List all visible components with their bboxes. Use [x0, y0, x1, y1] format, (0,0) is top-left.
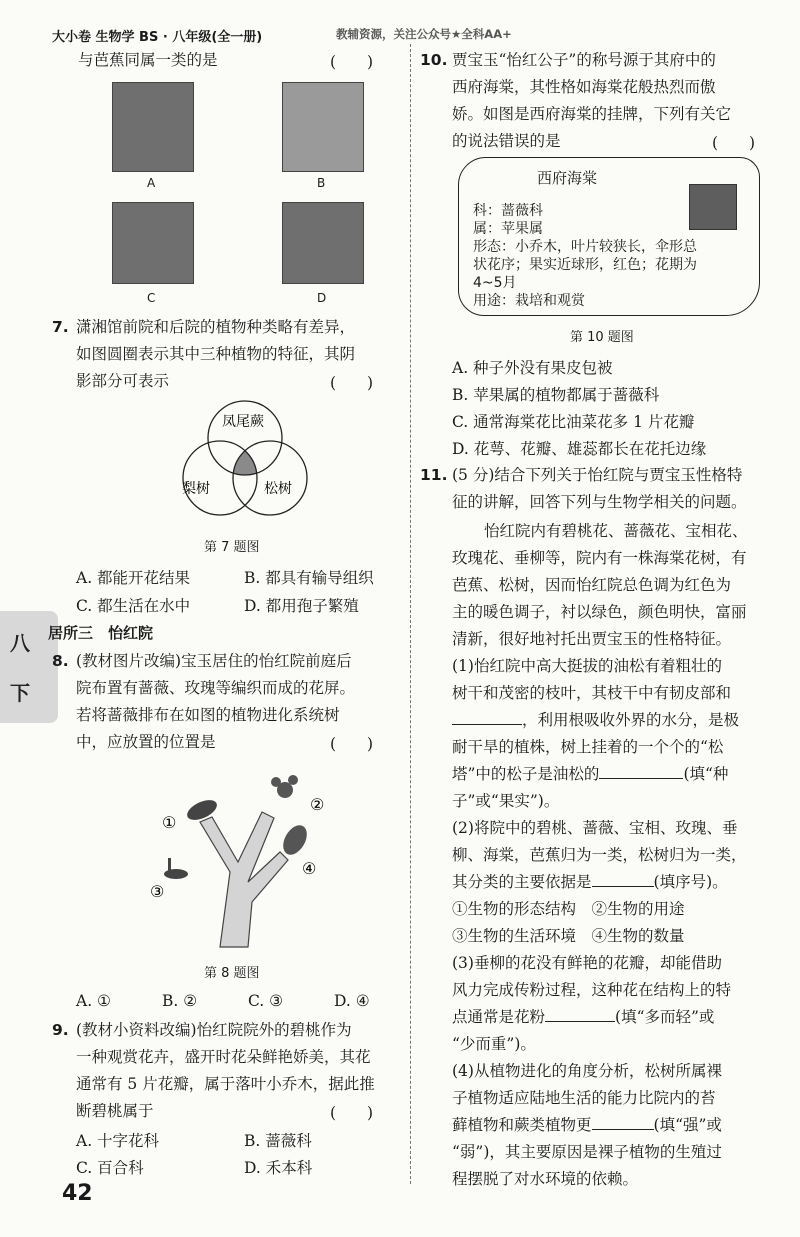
evolution-tree	[150, 762, 340, 952]
q9-line-1: (教材小资料改编)怡红院院外的碧桃作为	[76, 1021, 352, 1039]
q8-line-2: 院布置有蔷薇、玫瑰等编织而成的花屏。	[76, 679, 356, 697]
q7-option-a: A. 都能开花结果	[76, 569, 191, 587]
photo-b	[282, 82, 364, 172]
q7-option-c: C. 都生活在水中	[76, 597, 191, 615]
card-title: 西府海棠	[537, 169, 598, 187]
card-line-3: 形态：小乔木，叶片较狭长，伞形总	[473, 239, 697, 255]
q6-paren: ( )	[330, 53, 374, 71]
q11-line-2: 征的讲解，回答下列与生物学相关的问题。	[452, 493, 747, 511]
q9-option-c: C. 百合科	[76, 1159, 144, 1177]
q8-line-3: 若将蔷薇排布在如图的植物进化系统树	[76, 706, 340, 724]
q9-option-d: D. 禾本科	[244, 1159, 313, 1177]
q11-number: 11.	[420, 466, 448, 484]
p1-line-3: ，利用根吸收外界的水分，是极	[452, 710, 739, 730]
venn-diagram	[160, 398, 330, 533]
passage-line-4: 主的暖色调子，衬以绿色，颜色明快，富丽	[452, 603, 747, 621]
tree-label-2: ②	[310, 795, 325, 814]
q10-line-1: 贾宝玉“怡红公子”的称号源于其府中的	[452, 51, 716, 69]
venn-circle-right	[233, 441, 307, 515]
p4-answer-blank[interactable]	[592, 1115, 654, 1130]
p1-answer-blank-2[interactable]	[599, 764, 683, 779]
q7-option-d: D. 都用孢子繁殖	[244, 597, 359, 615]
card-line-1: 科：蔷薇科	[473, 203, 543, 219]
venn-label-left: 梨树	[182, 481, 210, 497]
flower-photo	[689, 184, 737, 230]
passage-line-2: 玫瑰花、垂柳等，院内有一株海棠花树，有	[452, 549, 747, 567]
p1-line-5: 塔”中的松子是油松的 (填“种	[452, 765, 729, 783]
section-heading: 居所三 怡红院	[48, 624, 154, 642]
p3-line-1: (3)垂柳的花没有鲜艳的花瓣，却能借助	[452, 954, 722, 972]
q10-caption: 第 10 题图	[570, 330, 634, 345]
p2-choice-2: ③生物的生活环境 ④生物的数量	[452, 927, 685, 945]
tree-label-3: ③	[150, 882, 165, 901]
plant-label-card	[458, 157, 760, 316]
p3-answer-blank[interactable]	[545, 1007, 615, 1022]
page-number: 42	[62, 1181, 93, 1206]
q9-line-2: 一种观赏花卉，盛开时花朵鲜艳娇美，其花	[76, 1048, 371, 1066]
q7-line-3: 影部分可表示	[76, 372, 170, 390]
p4-line-3: 藓植物和蕨类植物更 (填“强”或	[452, 1116, 722, 1134]
card-line-5: 4~5月	[473, 275, 517, 291]
p3-line-4: “少而重”)。	[452, 1035, 536, 1053]
header-right: 教辅资源，关注公众号★全科AA+	[336, 27, 512, 41]
passage-line-5: 清新，很好地衬托出贾宝玉的性格特征。	[452, 630, 732, 648]
photo-d	[282, 202, 364, 284]
photo-a	[112, 82, 194, 172]
q7-option-b: B. 都具有输导组织	[244, 569, 374, 587]
q8-option-b: B. ②	[162, 992, 198, 1010]
q10-paren: ( )	[712, 134, 756, 152]
tree-label-1: ①	[162, 813, 177, 832]
card-line-4: 状花序；果实近球形，红色；花期为	[473, 257, 697, 273]
p1-line-2: 树干和茂密的枝叶，其枝干中有韧皮部和	[452, 684, 732, 702]
venn-label-top: 凤尾蕨	[222, 414, 264, 430]
plant-4-icon	[278, 821, 311, 859]
photo-c	[112, 202, 194, 284]
photo-d-label: D	[317, 291, 327, 305]
plant-2-icon	[271, 775, 298, 798]
q7-line-2: 如图圆圈表示其中三种植物的特征，其阴	[76, 345, 356, 363]
q11-line-1: (5 分)结合下列关于怡红院与贾宝玉性格特	[452, 466, 743, 484]
tree-trunk	[200, 812, 288, 947]
venn-label-right: 松树	[264, 481, 292, 497]
q9-option-b: B. 蔷薇科	[244, 1132, 312, 1150]
q9-paren: ( )	[330, 1104, 374, 1122]
p2-line-3: 其分类的主要依据是 (填序号)。	[452, 873, 728, 891]
p1-line-1: (1)怡红院中高大挺拔的油松有着粗壮的	[452, 657, 722, 675]
p4-line-5: 程摆脱了对水环境的依赖。	[452, 1170, 639, 1188]
p2-answer-blank[interactable]	[592, 872, 654, 887]
card-line-6: 用途：栽培和观赏	[473, 293, 585, 309]
photo-b-label: B	[317, 176, 326, 190]
plant-1-icon	[184, 796, 220, 824]
p2-line-1: (2)将院中的碧桃、蔷薇、宝相、玫瑰、垂	[452, 819, 738, 837]
p1-line-6: 子”或“果实”)。	[452, 792, 560, 810]
q10-option-b: B. 苹果属的植物都属于蔷薇科	[452, 386, 660, 404]
header-left: 大小卷 生物学 BS · 八年级(全一册)	[52, 30, 263, 45]
q7-paren: ( )	[330, 374, 374, 392]
plant-3-icon	[164, 858, 188, 879]
q9-option-a: A. 十字花科	[76, 1132, 160, 1150]
side-tab-char-2: 下	[10, 681, 30, 705]
p2-line-2: 柳、海棠，芭蕉归为一类，松树归为一类，	[452, 846, 747, 864]
q8-line-1: (教材图片改编)宝玉居住的怡红院前庭后	[76, 652, 352, 670]
q10-option-a: A. 种子外没有果皮包被	[452, 359, 613, 377]
q10-line-3: 娇。如图是西府海棠的挂牌，下列有关它	[452, 105, 732, 123]
q9-number: 9.	[52, 1021, 69, 1039]
passage-line-3: 芭蕉、松树，因而怡红院总色调为红色为	[452, 576, 732, 594]
q10-line-4: 的说法错误的是	[452, 132, 561, 150]
q8-option-c: C. ③	[248, 992, 284, 1010]
q10-option-d: D. 花萼、花瓣、雄蕊都长在花托边缘	[452, 440, 707, 458]
q10-line-2: 西府海棠，其性格如海棠花般热烈而傲	[452, 78, 716, 96]
card-line-2: 属：苹果属	[473, 221, 543, 237]
q7-caption: 第 7 题图	[204, 540, 260, 555]
q6-tail: 与芭蕉同属一类的是	[78, 51, 218, 69]
p2-choice-1: ①生物的形态结构 ②生物的用途	[452, 900, 685, 918]
q9-line-4: 断碧桃属于	[76, 1102, 154, 1120]
column-divider	[410, 44, 411, 1184]
q8-paren: ( )	[330, 735, 374, 753]
q10-option-c: C. 通常海棠花比油菜花多 1 片花瓣	[452, 413, 695, 431]
q8-line-4: 中，应放置的位置是	[76, 733, 216, 751]
venn-circle-left	[183, 441, 257, 515]
q10-number: 10.	[420, 51, 448, 69]
side-tab-char-1: 八	[10, 631, 30, 655]
passage-line-1: 怡红院内有碧桃花、蔷薇花、宝相花、	[484, 522, 748, 540]
q8-option-d: D. ④	[334, 992, 370, 1010]
q8-option-a: A. ①	[76, 992, 111, 1010]
p3-line-2: 风力完成传粉过程，这种花在结构上的特	[452, 981, 732, 999]
photo-a-label: A	[147, 176, 156, 190]
q7-line-1: 潇湘馆前院和后院的植物种类略有差异，	[76, 318, 356, 336]
p4-line-2: 子植物适应陆地生活的能力比院内的苔	[452, 1089, 716, 1107]
photo-c-label: C	[147, 291, 156, 305]
q8-number: 8.	[52, 652, 69, 670]
q7-number: 7.	[52, 318, 69, 336]
p4-line-1: (4)从植物进化的角度分析，松树所属裸	[452, 1062, 722, 1080]
p4-line-4: “弱”)，其主要原因是裸子植物的生殖过	[452, 1143, 722, 1161]
p3-line-3: 点通常是花粉 (填“多而轻”或	[452, 1008, 715, 1026]
q9-line-3: 通常有 5 片花瓣，属于落叶小乔木，据此推	[76, 1075, 375, 1093]
p1-answer-blank-1[interactable]	[452, 710, 522, 725]
p1-line-4: 耐干旱的植株，树上挂着的一个个的“松	[452, 738, 724, 756]
q8-caption: 第 8 题图	[204, 966, 260, 981]
tree-label-4: ④	[302, 859, 317, 878]
